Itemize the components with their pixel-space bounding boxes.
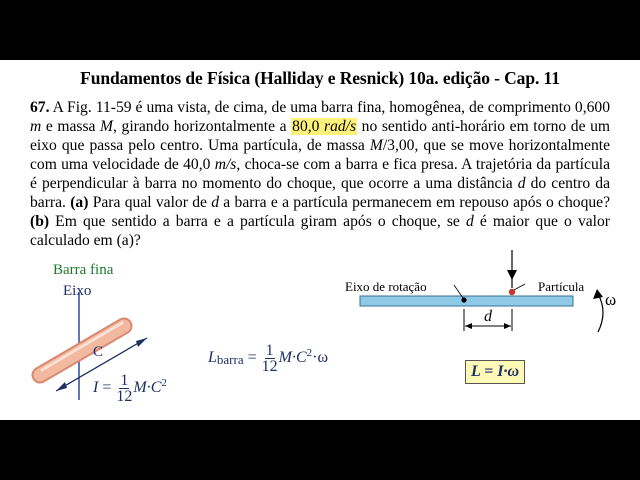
d-arrow-left (465, 323, 472, 329)
problem-text-part: no sentido anti-horário em torno de um eixo que passa pelo centro. Uma partícula, de massa (30, 118, 610, 154)
var-d: d (517, 175, 526, 192)
particle-path-arrow (507, 270, 517, 280)
problem-text-part: Para qual valor de (88, 194, 212, 211)
exponent: 2 (306, 346, 313, 359)
unit-ms: m/s (214, 156, 237, 173)
part-b-label: (b) (30, 213, 50, 230)
page-title: Fundamentos de Física (Halliday e Resnick) 10a. edição - Cap. 11 (80, 68, 560, 88)
rod-shine (42, 323, 122, 370)
problem-text-part: /3,00, que se move horizontalmente com uma velocidade de 40,0 (30, 137, 610, 173)
problem-number: 67. (30, 99, 50, 116)
problem-text-part: e massa (41, 118, 101, 135)
subscript-barra: barra (216, 352, 244, 368)
fraction-denominator: 12 (116, 388, 133, 405)
equals-sign: = (243, 349, 261, 367)
var-M: M (100, 118, 114, 135)
label-length-C: C (93, 344, 104, 360)
rotation-arrow-head (593, 289, 603, 299)
var-d: d (211, 194, 220, 211)
rod-inertia-formula (93, 373, 167, 404)
rod-highlight (40, 326, 124, 375)
var-d: d (465, 213, 474, 230)
symbol-L: L (208, 349, 217, 367)
unit-m: m (30, 118, 42, 135)
label-axis: Eixo (63, 283, 92, 299)
fraction-numerator: 1 (265, 342, 274, 359)
fraction-one-twelfth (262, 343, 278, 374)
slide (0, 60, 640, 420)
label-rotation-axis: Eixo de rotação (345, 279, 427, 294)
omega-factor: ·ω (312, 349, 328, 367)
d-arrow-right (504, 323, 511, 329)
omega-value: 80,0 (292, 118, 325, 135)
label-particle: Partícula (538, 279, 585, 294)
problem-text-part: do centro da barra. (30, 175, 610, 211)
label-distance-d: d (484, 308, 492, 325)
problem-text-part: Em que sentido a barra e a partícula giram após o choque, se (49, 213, 466, 230)
axis-dot (461, 297, 466, 302)
particle-leader (514, 284, 525, 290)
fraction-one-twelfth (116, 373, 132, 404)
label-omega: ω (605, 290, 617, 309)
problem-text-part: A Fig. 11-59 é uma vista, de cima, de uma barra fina, homogênea, de comprimento 0,600 (49, 99, 610, 116)
bar-topview (360, 296, 573, 306)
label-thin-rod: Barra fina (53, 262, 114, 278)
fraction-denominator: 12 (261, 358, 278, 375)
fraction-numerator: 1 (120, 372, 129, 389)
highlight-angular-speed (291, 118, 357, 135)
formula-box-angular-momentum: L = I·ω (465, 360, 525, 384)
problem-text-part: a barra e a partícula permanecem em repouso após o choque? (219, 194, 611, 211)
part-a-label: (a) (70, 194, 89, 211)
angular-momentum-formula (208, 343, 328, 374)
problem-text (30, 98, 610, 250)
length-arrow-head-start (56, 382, 67, 391)
equals-sign: = (98, 379, 116, 397)
exponent: 2 (161, 376, 167, 389)
var-M: M (369, 137, 383, 154)
problem-text-part: , girando horizontalmente a (113, 118, 292, 135)
omega-unit: rad/s (324, 118, 357, 135)
length-arrow-head-end (136, 338, 147, 347)
problem-text-part: , choca-se com a barra e fica presa. A trajetória da partícula é perpendicular à barra no momento do choque, que ocorre a uma distância (30, 156, 610, 192)
formula-rhs: M·C (278, 349, 307, 367)
inertia-rhs: M·C (133, 379, 162, 397)
rotation-arc (598, 294, 603, 332)
symbol-I: I (93, 379, 99, 397)
problem-text-part: é maior que o valor calculado em (a)? (30, 213, 610, 249)
